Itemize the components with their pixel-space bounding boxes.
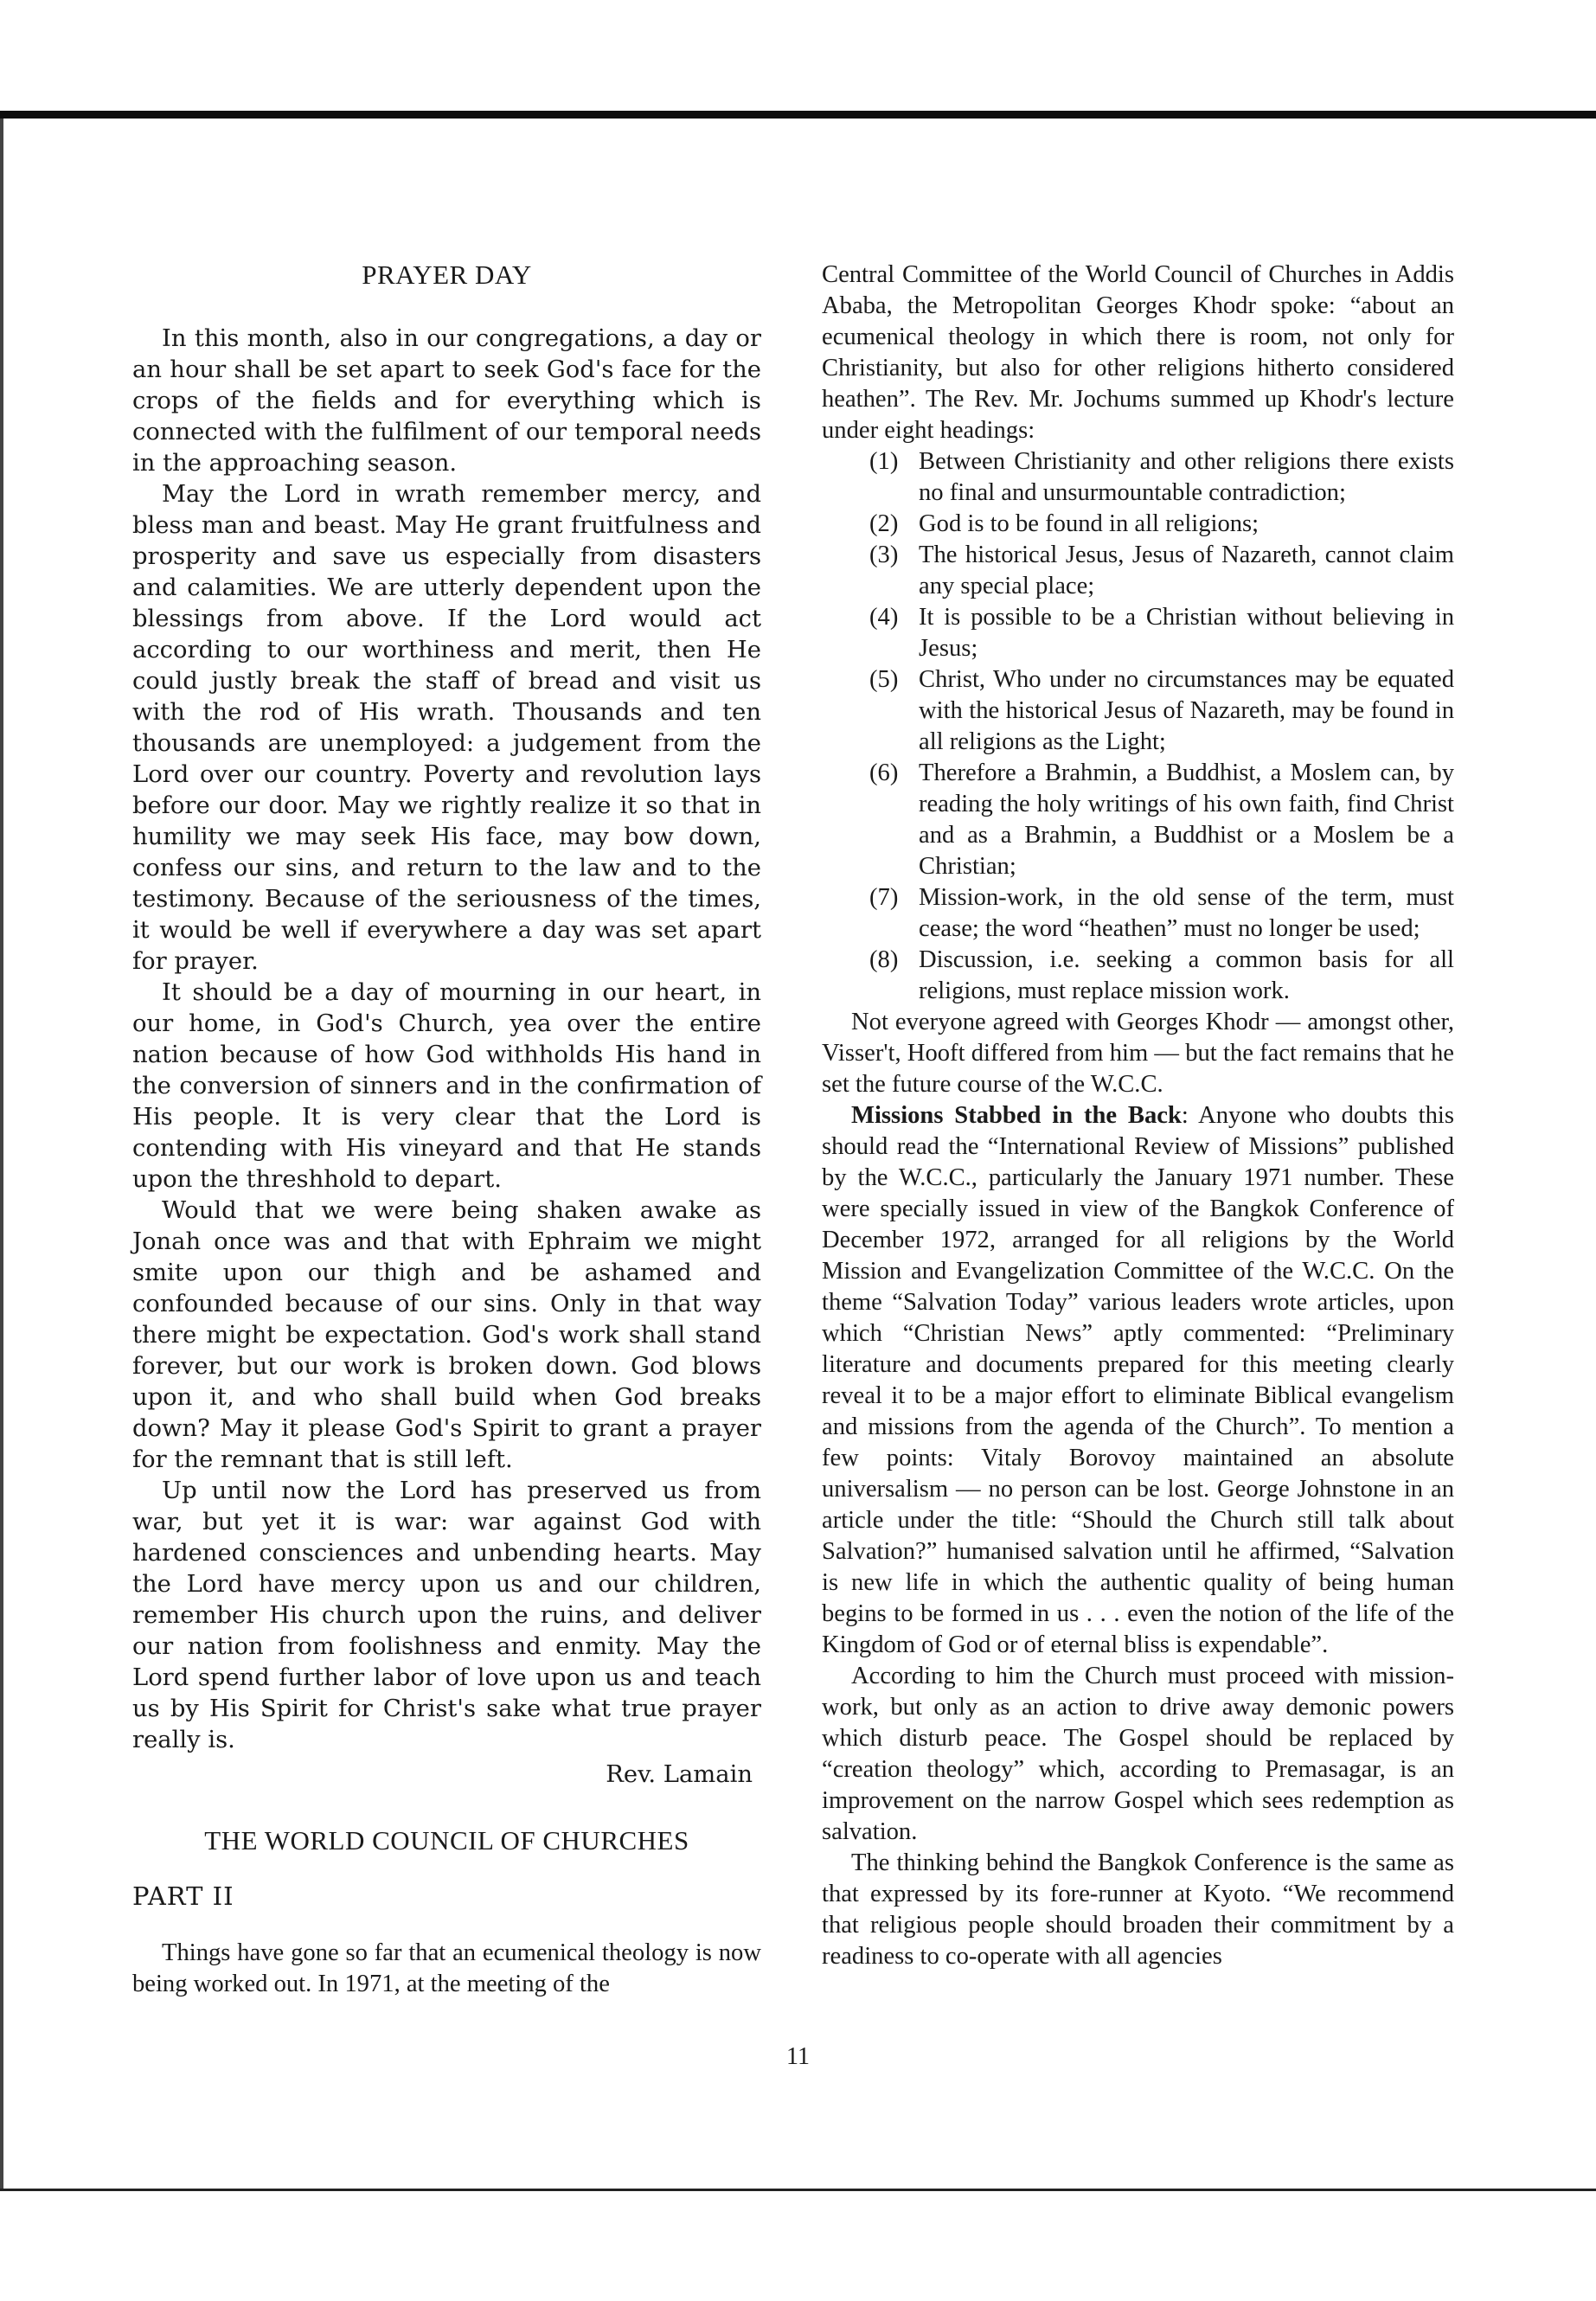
list-item	[822, 509, 1454, 540]
prayer-paragraph-4: Would that we were being shaken awake as Jonah once was and that with Ephraim we might smite upon our thigh and be ashamed and confounded because of our sins. Only in that way there might be expectation. God's work shall stand forever, but our work is broken down. God blows upon it, and who shall build when God breaks down? May it please God's Spirit to grant a prayer for the remnant that is still left.	[132, 1197, 761, 1473]
prayer-paragraph-3: It should be a day of mourning in our heart, in our home, in God's Church, yea over the entire nation because of how God withholds His hand in the conversion of sinners and in the confirmation of His people. It is very clear that the Lord is contending with His vineyard and that He stands upon the threshhold to depart.	[132, 979, 761, 1193]
prayer-paragraph-1: In this month, also in our congregations, a day or an hour shall be set apart to seek God's face for the crops of the fields and for everything which is connected with the fulfilment of our temporal needs in the approaching season.	[132, 325, 761, 477]
list-item-text: Mission-work, in the old sense of the term, must cease; the word “heathen” must no longer be used;	[919, 884, 1454, 942]
top-border-rule	[0, 111, 1596, 119]
list-item	[822, 446, 1454, 509]
page-number: 11	[786, 2043, 810, 2070]
list-item-text: God is to be found in all religions;	[919, 510, 1259, 537]
wcc-intro-paragraph: Things have gone so far that an ecumenical theology is now being worked out. In 1971, at the meeting of the	[132, 1939, 761, 1997]
list-item-text: The historical Jesus, Jesus of Nazareth, cannot claim any special place;	[919, 542, 1454, 599]
list-item-text: It is possible to be a Christian without believing in Jesus;	[919, 604, 1454, 662]
list-item-number: (1)	[869, 448, 899, 475]
council-opening-paragraph: Central Committee of the World Council of Churches in Addis Ababa, the Metropolitan Georges Khodr spoke: “about an ecumenical theology in which there is room, not only for Christianity, but also for other religions hitherto considered heathen”. The Rev. Mr. Jochums summed up Khodr's lecture under eight headings:	[822, 261, 1454, 444]
list-item	[822, 945, 1454, 1007]
list-item-text: Between Christianity and other religions there exists no final and unsurmountable contradiction;	[919, 448, 1454, 506]
part-label: PART II	[132, 1881, 234, 1911]
left-page-edge	[0, 119, 3, 2190]
list-item-number: (8)	[869, 946, 899, 973]
left-column	[132, 260, 761, 2000]
author-signature: Rev. Lamain	[606, 1761, 753, 1788]
bottom-border-rule	[0, 2189, 1596, 2191]
list-item	[822, 602, 1454, 664]
bangkok-thinking-paragraph: The thinking behind the Bangkok Conference is the same as that expressed by its fore-runner at Kyoto. “We recommend that religious people should broaden their commitment by a readiness to co-operate with all agencies	[822, 1849, 1454, 1970]
list-item	[822, 664, 1454, 758]
list-item-text: Therefore a Brahmin, a Buddhist, a Moslem can, by reading the holy writings of his own faith, find Christ and as a Brahmin, a Buddhist or a Moslem be a Christian;	[919, 760, 1454, 880]
khodr-points-list	[822, 446, 1454, 1007]
list-item-text: Discussion, i.e. seeking a common basis for all religions, must replace mission work.	[919, 946, 1454, 1004]
khodr-disagreement-paragraph: Not everyone agreed with Georges Khodr — amongst other, Visser't, Hooft differed from him — but the fact remains that he set the future course of the W.C.C.	[822, 1009, 1454, 1098]
prayer-paragraph-5: Up until now the Lord has preserved us from war, but yet it is war: war against God with hardened consciences and unbending hearts. May the Lord have mercy upon us and our children, remember His church upon the ruins, and deliver our nation from foolishness and enmity. May the Lord spend further labor of love upon us and teach us by His Spirit for Christ's sake what true prayer really is.	[132, 1477, 761, 1753]
list-item	[822, 882, 1454, 945]
list-item-number: (2)	[869, 510, 899, 537]
list-item-number: (3)	[869, 542, 899, 568]
according-paragraph: According to him the Church must proceed with mission-work, but only as an action to drive away demonic powers which disturb peace. The Gospel should be replaced by “creation theology” which, according to Premasagar, is an improvement on the narrow Gospel which sees redemption as salvation.	[822, 1663, 1454, 1845]
missions-paragraph	[822, 1100, 1454, 1661]
list-item-number: (4)	[869, 604, 899, 631]
list-item-number: (6)	[869, 760, 899, 786]
prayer-day-heading: PRAYER DAY	[362, 260, 532, 290]
wcc-heading: THE WORLD COUNCIL OF CHURCHES	[204, 1825, 689, 1856]
right-column	[822, 260, 1454, 1972]
list-item	[822, 758, 1454, 882]
list-item-text: Christ, Who under no circumstances may be equated with the historical Jesus of Nazareth, may be found in all religions as the Light;	[919, 666, 1454, 755]
missions-subheading: Missions Stabbed in the Back	[851, 1102, 1182, 1129]
missions-body: : Anyone who doubts this should read the “International Review of Missions” published by the W.C.C., particularly the January 1971 number. These were specially issued in view of the Bangkok Conference of December 1972, arranged for all religions by the World Mission and Evangelization Committee of the W.C.C. On the theme “Salvation Today” various leaders wrote articles, upon which “Christian News” aptly commented: “Preliminary literature and documents prepared for this meeting clearly reveal it to be a major effort to eliminate Biblical evangelism and missions from the agenda of the Church”. To mention a few points: Vitaly Borovoy maintained an absolute universalism — no person can be lost. George Johnstone in an article under the title: “Should the Church still talk about Salvation?” humanised salvation until he affirmed, “Salvation is new life in which the authentic quality of being human begins to be formed in us . . . even the notion of the life of the Kingdom of God or of eternal bliss is expendable”.	[822, 1102, 1454, 1658]
list-item-number: (5)	[869, 666, 899, 693]
prayer-paragraph-2: May the Lord in wrath remember mercy, and bless man and beast. May He grant fruitfulness and prosperity and save us especially from disasters and calamities. We are utterly dependent upon the blessings from above. If the Lord would act according to our worthiness and merit, then He could justly break the staff of bread and visit us with the rod of His wrath. Thousands and ten thousands are unemployed: a judgement from the Lord over our country. Poverty and revolution lays before our door. May we rightly realize it so that in humility we may seek His face, may bow down, confess our sins, and return to the law and to the testimony. Because of the seriousness of the times, it would be well if everywhere a day was set apart for prayer.	[132, 481, 761, 975]
list-item-number: (7)	[869, 884, 899, 911]
list-item	[822, 540, 1454, 602]
